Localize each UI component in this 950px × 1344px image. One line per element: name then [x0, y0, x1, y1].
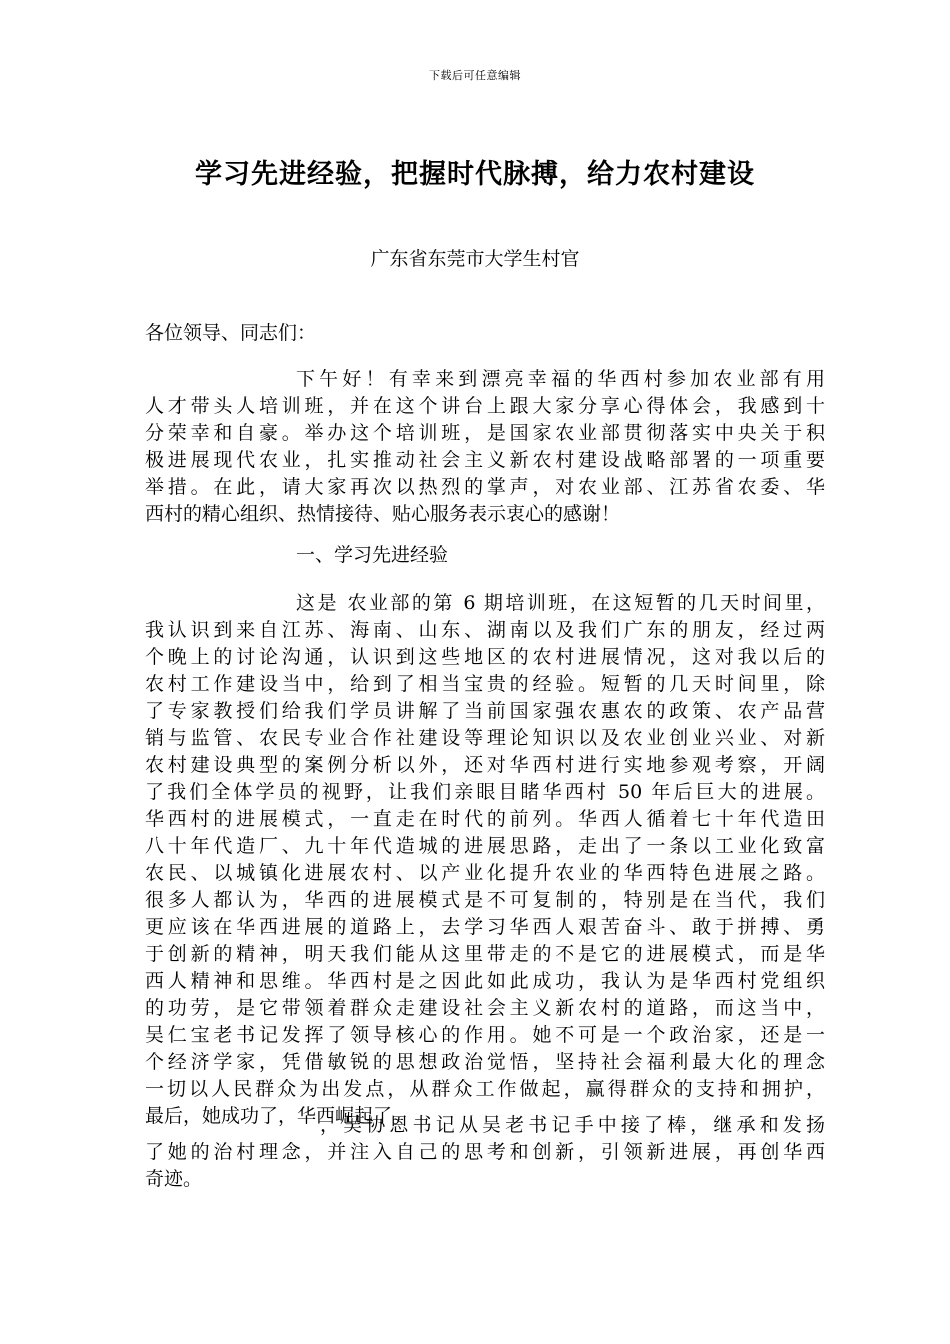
- text-line: ，吴协恩书记从吴老书记手中接了棒，继承和发扬: [320, 1114, 825, 1136]
- text-line: 华西村的进展模式，一直走在时代的前列。华西人循着七十年代造田: [145, 808, 825, 830]
- text-line: 农民、以城镇化进展农村、以产业化提升农业的华西特色进展之路。: [145, 862, 825, 884]
- text-line: 个经济学家，凭借敏锐的思想政治觉悟，坚持社会福利最大化的理念: [145, 1051, 825, 1073]
- text-line: 奇迹。: [145, 1168, 203, 1190]
- text-line: 极进展现代农业，扎实推动社会主义新农村建设战略部署的一项重要: [145, 449, 825, 471]
- section-heading: 一、学习先进经验: [296, 544, 449, 566]
- text-line: 更应该在华西进展的道路上，去学习华西人艰苦奋斗、敢于拼搏、勇: [145, 916, 825, 938]
- document-author: 广东省东莞市大学生村官: [370, 248, 580, 270]
- text-line: 最后，她成功了，华西崛起了。: [145, 1105, 412, 1127]
- text-line: 吴仁宝老书记发挥了领导核心的作用。她不可是一个政治家，还是一: [145, 1024, 825, 1046]
- text-line: 西村的精心组织、热情接待、贴心服务表示衷心的感谢！: [145, 503, 621, 525]
- text-line: 八十年代造厂、九十年代造城的进展思路，走出了一条以工业化致富: [145, 835, 825, 857]
- text-line: 农村建设典型的案例分析以外，还对华西村进行实地参观考察，开阔: [145, 754, 825, 776]
- text-line: 很多人都认为，华西的进展模式是不可复制的，特别是在当代，我们: [145, 889, 825, 911]
- text-line: 一切以人民群众为出发点，从群众工作做起，赢得群众的支持和拥护，: [145, 1078, 825, 1100]
- document-title: 学习先进经验，把握时代脉搏，给力农村建设: [195, 159, 755, 190]
- text-line: 的功劳，是它带领着群众走建设社会主义新农村的道路，而这当中，: [145, 997, 825, 1019]
- text-line: 这是 农业部的第 6 期培训班，在这短暂的几天时间里，: [296, 592, 825, 614]
- text-line: 西人精神和思维。华西村是之因此如此成功，我认为是华西村党组织: [145, 970, 825, 992]
- paragraph-experience: [145, 590, 825, 1130]
- paragraph-succession: [145, 1112, 825, 1193]
- text-line: 了我们全体学员的视野，让我们亲眼目睹华西村 50 年后巨大的进展。: [145, 781, 825, 803]
- text-line: 我认识到来自江苏、海南、山东、湖南以及我们广东的朋友，经过两: [145, 619, 825, 641]
- text-line: 农村工作建设当中，给到了相当宝贵的经验。短暂的几天时间里，除: [145, 673, 825, 695]
- salutation: 各位领导、同志们：: [145, 322, 317, 344]
- text-line: 了专家教授们给我们学员讲解了当前国家强农惠农的政策、农产品营: [145, 700, 825, 722]
- text-line: 人才带头人培训班，并在这个讲台上跟大家分享心得体会，我感到十: [145, 395, 825, 417]
- text-line: 分荣幸和自豪。举办这个培训班，是国家农业部贯彻落实中央关于积: [145, 422, 825, 444]
- text-line: 了她的治村理念，并注入自己的思考和创新，引领新进展，再创华西: [145, 1141, 825, 1163]
- text-line: 销与监管、农民专业合作社建设等理论知识以及农业创业兴业、对新: [145, 727, 825, 749]
- text-line: 于创新的精神，明天我们能从这里带走的不是它的进展模式，而是华: [145, 943, 825, 965]
- paragraph-greeting: [145, 366, 825, 528]
- text-line: 个晚上的讨论沟通，认识到这些地区的农村进展情况，这对我以后的: [145, 646, 825, 668]
- text-line: 举措。在此，请大家再次以热烈的掌声，对农业部、江苏省农委、华: [145, 476, 825, 498]
- text-line: 下午好！有幸来到漂亮幸福的华西村参加农业部有用: [296, 368, 825, 390]
- page-header-note: 下载后可任意编辑: [429, 69, 521, 82]
